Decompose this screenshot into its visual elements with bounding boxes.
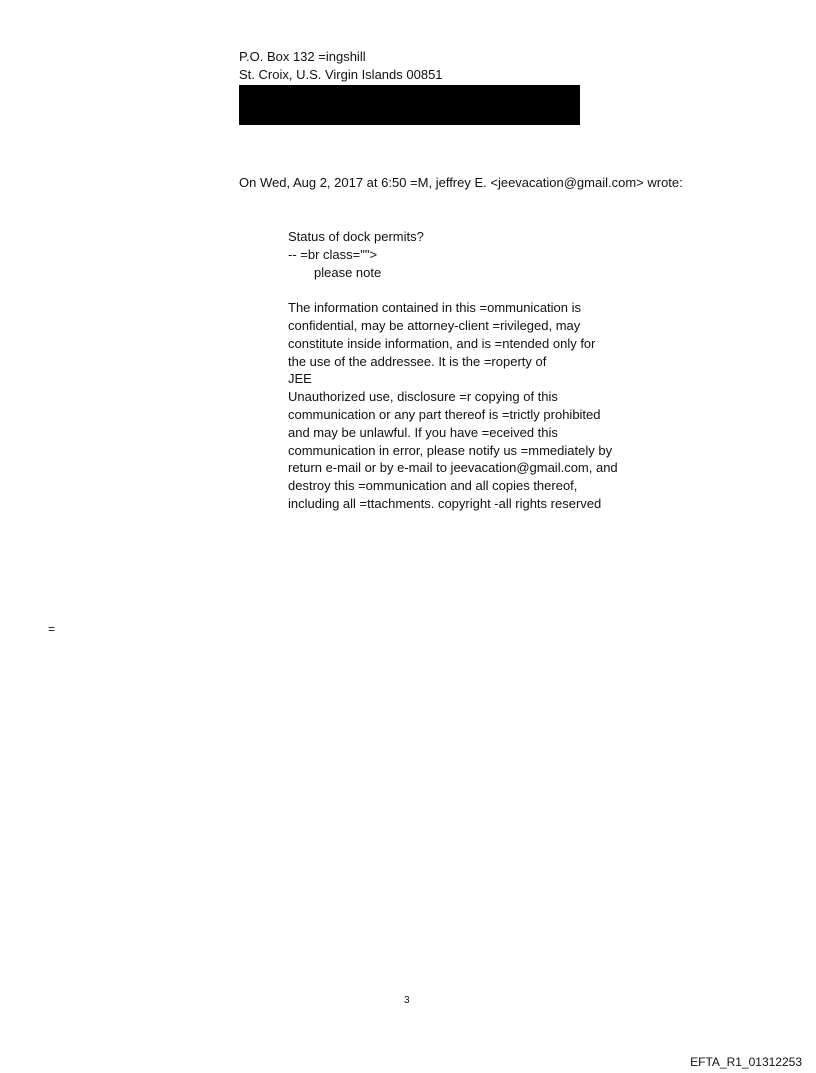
signature-separator: -- =br class=""> [288, 246, 378, 262]
stray-equals-sign: = [48, 622, 56, 636]
quoted-question: Status of dock permits? [288, 229, 424, 244]
address-line-2: St. Croix, U.S. Virgin Islands 00851 [239, 67, 443, 82]
disclaimer-line: the use of the addressee. It is the =roperty of [288, 353, 547, 369]
disclaimer-line: including all =ttachments. copyright -all rights reserved [288, 495, 602, 511]
disclaimer-line: constitute inside information, and is =ntended only for [288, 335, 596, 351]
reply-header: On Wed, Aug 2, 2017 at 6:50 =M, jeffrey E. <jeevacation@gmail.com> wrote: [239, 175, 683, 190]
quoted-message [288, 228, 668, 513]
disclaimer-line: confidential, may be attorney-client =rivileged, may [288, 317, 581, 333]
please-note: please note [314, 264, 382, 280]
page-number: 3 [404, 995, 410, 1006]
disclaimer-line: JEE [288, 371, 312, 387]
address-line-1: P.O. Box 132 =ingshill [239, 49, 366, 64]
disclaimer-line: Unauthorized use, disclosure =r copying of this [288, 389, 558, 405]
disclaimer-line: and may be unlawful. If you have =eceived this [288, 424, 558, 440]
disclaimer-line: return e-mail or by e-mail to jeevacation@gmail.com, and [288, 460, 618, 476]
bates-number: EFTA_R1_01312253 [690, 1055, 802, 1069]
redaction-box [239, 85, 580, 125]
disclaimer-line: communication or any part thereof is =trictly prohibited [288, 406, 601, 422]
disclaimer-line: communication in error, please notify us =mmediately by [288, 442, 613, 458]
disclaimer-line: destroy this =ommunication and all copies thereof, [288, 478, 578, 494]
disclaimer-line: The information contained in this =ommunication is [288, 300, 582, 316]
